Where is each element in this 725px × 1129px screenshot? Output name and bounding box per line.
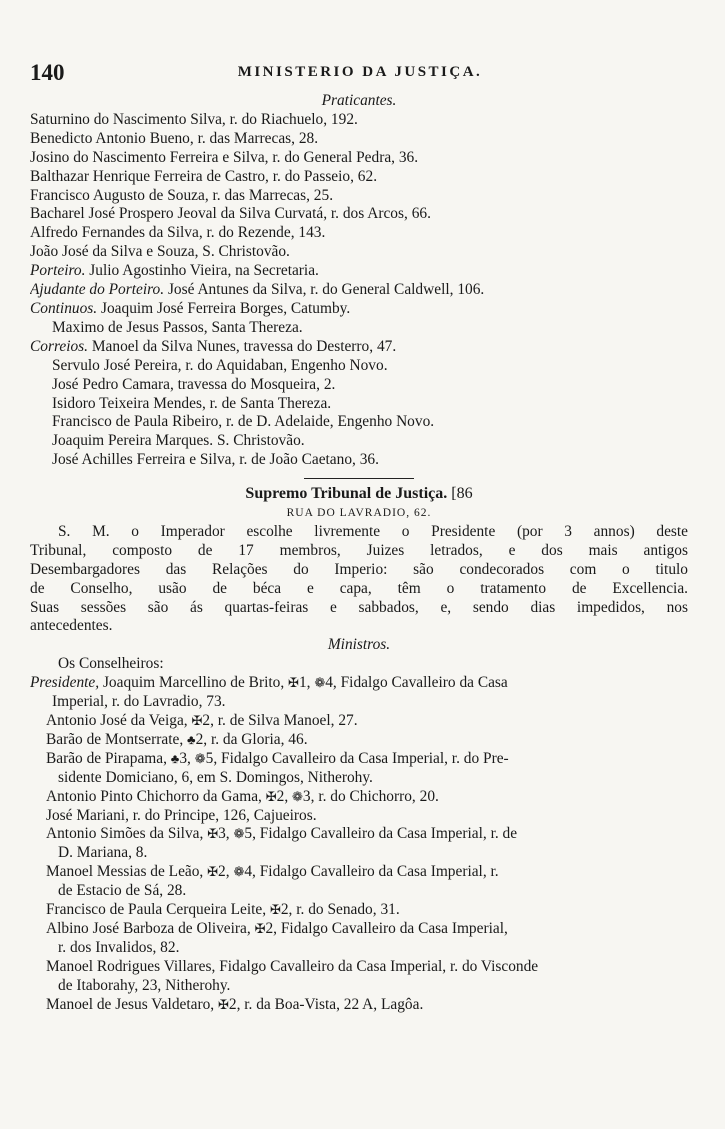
medal-icon: ♣ xyxy=(170,750,180,766)
entry-text: Francisco de Paula Cerqueira Leite, xyxy=(46,901,270,919)
section-heading-praticantes: Praticantes. xyxy=(321,92,397,109)
cross-icon: ✠ xyxy=(265,788,277,804)
entry-text: 4, Fidalgo Cavalleiro da Casa xyxy=(325,674,508,692)
presidente-entry xyxy=(30,674,688,693)
entry-text: 5, Fidalgo Cavalleiro da Casa Imperial, r. do Pre- xyxy=(205,749,509,767)
entry-continuation: de Estacio de Sá, 28. xyxy=(58,882,187,900)
cross-icon: ✠ xyxy=(288,675,299,691)
entry-text: Antonio Simões da Silva, xyxy=(46,825,208,843)
ajudante-entry xyxy=(30,281,688,300)
medal-icon: ♣ xyxy=(187,731,196,747)
entry-text: 2, r. da Gloria, 46. xyxy=(195,730,308,748)
entry-text: Manoel Messias de Leão, xyxy=(46,863,208,881)
cross-icon: ✠ xyxy=(207,826,219,842)
paragraph-line: S. M. o Imperador escolhe livremente o Presidente (por 3 annos) deste xyxy=(58,522,688,540)
rosette-icon: ❁ xyxy=(194,750,206,766)
entry-text: Antonio José da Veiga, xyxy=(46,712,192,729)
correios-label: Correios. xyxy=(30,337,89,355)
minister-entry xyxy=(30,901,688,920)
minister-entry xyxy=(30,788,688,807)
list-item: Bacharel José Prospero Jeoval da Silva Curvatá, r. dos Arcos, 66. xyxy=(30,205,431,223)
entry-text: 2, Fidalgo Cavalleiro da Casa Imperial, xyxy=(265,919,508,937)
minister-entry xyxy=(30,863,688,882)
entry-text: Joaquim Marcellino de Brito, xyxy=(99,674,289,692)
list-item: Joaquim Pereira Marques. S. Christovão. xyxy=(52,432,305,450)
section-heading-ministros: Ministros. xyxy=(327,636,391,654)
minister-entry: José Mariani, r. do Principe, 126, Cajueiros. xyxy=(46,806,317,824)
entry-text: 4, Fidalgo Cavalleiro da Casa Imperial, r. xyxy=(244,863,499,881)
page-content xyxy=(30,92,688,1015)
list-item: Francisco de Paula Ribeiro, r. de D. Adelaide, Engenho Novo. xyxy=(52,413,435,431)
minister-entry xyxy=(30,920,688,939)
entry-text: Barão de Pirapama, xyxy=(46,749,171,767)
correios-text: Manoel da Silva Nunes, travessa do Desterro, 47. xyxy=(88,337,397,355)
list-item: José Achilles Ferreira e Silva, r. de João Caetano, 36. xyxy=(52,451,379,469)
section-address: RUA DO LAVRADIO, 62. xyxy=(286,507,432,520)
minister-entry xyxy=(30,825,688,844)
paragraph-line: Desembargadores das Relações do Imperio: são condecorados com o titulo xyxy=(30,560,688,578)
entry-text: 2, xyxy=(218,863,234,881)
entry-text: 2, r. do Senado, 31. xyxy=(280,901,400,919)
cross-icon: ✠ xyxy=(217,996,229,1012)
minister-entry xyxy=(30,996,688,1015)
entry-text: 2, xyxy=(276,787,293,805)
list-item: Benedicto Antonio Bueno, r. das Marrecas, 28. xyxy=(30,129,319,147)
rosette-icon: ❁ xyxy=(233,864,245,880)
list-item: Servulo José Pereira, r. do Aquidaban, Engenho Novo. xyxy=(52,356,388,374)
paragraph-line: de Conselho, usão de béca e capa, têm o tratamento de Excellencia. xyxy=(30,579,688,597)
rosette-icon: ❁ xyxy=(233,826,245,842)
entry-text: 2, r. de Silva Manoel, 27. xyxy=(202,712,358,729)
section-title-text: Supremo Tribunal de Justiça. xyxy=(245,485,448,503)
minister-entry: Manoel Rodrigues Villares, Fidalgo Cavalleiro da Casa Imperial, r. do Visconde xyxy=(46,957,539,975)
entry-continuation: de Itaborahy, 23, Nitherohy. xyxy=(58,976,231,994)
list-item: Maximo de Jesus Passos, Santa Thereza. xyxy=(52,318,303,336)
presidente-label: Presidente, xyxy=(30,674,100,692)
page-header xyxy=(30,60,690,90)
section-title-ref: [86 xyxy=(451,485,473,503)
list-item: Alfredo Fernandes da Silva, r. do Rezende, 143. xyxy=(30,224,326,242)
entry-text: 3, r. do Chichorro, 20. xyxy=(302,787,439,805)
running-title: MINISTERIO DA JUSTIÇA. xyxy=(237,64,483,80)
minister-entry xyxy=(30,712,688,731)
paragraph-line: Tribunal, composto de 17 membros, Juizes letrados, e dos mais antigos xyxy=(30,541,688,559)
ajudante-text: José Antunes da Silva, r. do General Caldwell, 106. xyxy=(164,281,485,299)
page-number: 140 xyxy=(30,60,65,85)
minister-entry xyxy=(30,750,688,769)
section-title-supremo xyxy=(30,485,688,504)
list-item: João José da Silva e Souza, S. Christovão. xyxy=(30,243,290,261)
entry-continuation: sidente Domiciano, 6, em S. Domingos, Nitherohy. xyxy=(58,768,373,786)
section-divider xyxy=(304,478,414,479)
entry-text: 3, xyxy=(179,749,195,767)
cross-icon: ✠ xyxy=(207,864,219,880)
entry-text: Manoel de Jesus Valdetaro, xyxy=(46,995,218,1013)
entry-continuation: D. Mariana, 8. xyxy=(58,844,148,862)
porteiro-entry xyxy=(30,262,688,281)
porteiro-text: Julio Agostinho Vieira, na Secretaria. xyxy=(85,262,319,280)
entry-text: Antonio Pinto Chichorro da Gama, xyxy=(46,787,266,805)
list-item: Saturnino do Nascimento Silva, r. do Riachuelo, 192. xyxy=(30,110,358,128)
entry-text: 1, xyxy=(298,674,315,692)
entry-continuation: r. dos Invalidos, 82. xyxy=(58,938,180,956)
paragraph-line: Suas sessões são ás quartas-feiras e sabbados, e, sendo dias impedidos, nos xyxy=(30,598,688,616)
continuos-text: Joaquim José Ferreira Borges, Catumby. xyxy=(97,299,351,317)
continuos-label: Continuos. xyxy=(30,299,98,317)
cross-icon: ✠ xyxy=(269,902,281,918)
list-item: Isidoro Teixeira Mendes, r. de Santa Thereza. xyxy=(52,394,332,412)
entry-text: Barão de Montserrate, xyxy=(46,730,188,748)
entry-continuation: Imperial, r. do Lavradio, 73. xyxy=(52,693,226,711)
continuos-entry xyxy=(30,300,688,319)
entry-text: Albino José Barboza de Oliveira, xyxy=(46,919,255,937)
list-item: José Pedro Camara, travessa do Mosqueira, 2. xyxy=(52,375,336,393)
correios-entry xyxy=(30,338,688,357)
rosette-icon: ❁ xyxy=(314,675,326,691)
list-item: Francisco Augusto de Souza, r. das Marrecas, 25. xyxy=(30,186,334,204)
list-item: Balthazar Henrique Ferreira de Castro, r. do Passeio, 62. xyxy=(30,167,378,185)
conselheiros-label: Os Conselheiros: xyxy=(58,655,164,673)
paragraph-line: antecedentes. xyxy=(30,617,113,635)
cross-icon: ✠ xyxy=(191,713,203,728)
list-item: Josino do Nascimento Ferreira e Silva, r. do General Pedra, 36. xyxy=(30,148,419,166)
cross-icon: ✠ xyxy=(254,920,266,936)
entry-text: 2, r. da Boa-Vista, 22 A, Lagôa. xyxy=(228,995,424,1013)
rosette-icon: ❁ xyxy=(292,788,303,804)
entry-text: 5, Fidalgo Cavalleiro da Casa Imperial, r. de xyxy=(244,825,518,843)
entry-text: 3, xyxy=(218,825,234,843)
minister-entry xyxy=(30,731,688,750)
porteiro-label: Porteiro. xyxy=(30,262,86,280)
ajudante-label: Ajudante do Porteiro. xyxy=(30,281,165,299)
